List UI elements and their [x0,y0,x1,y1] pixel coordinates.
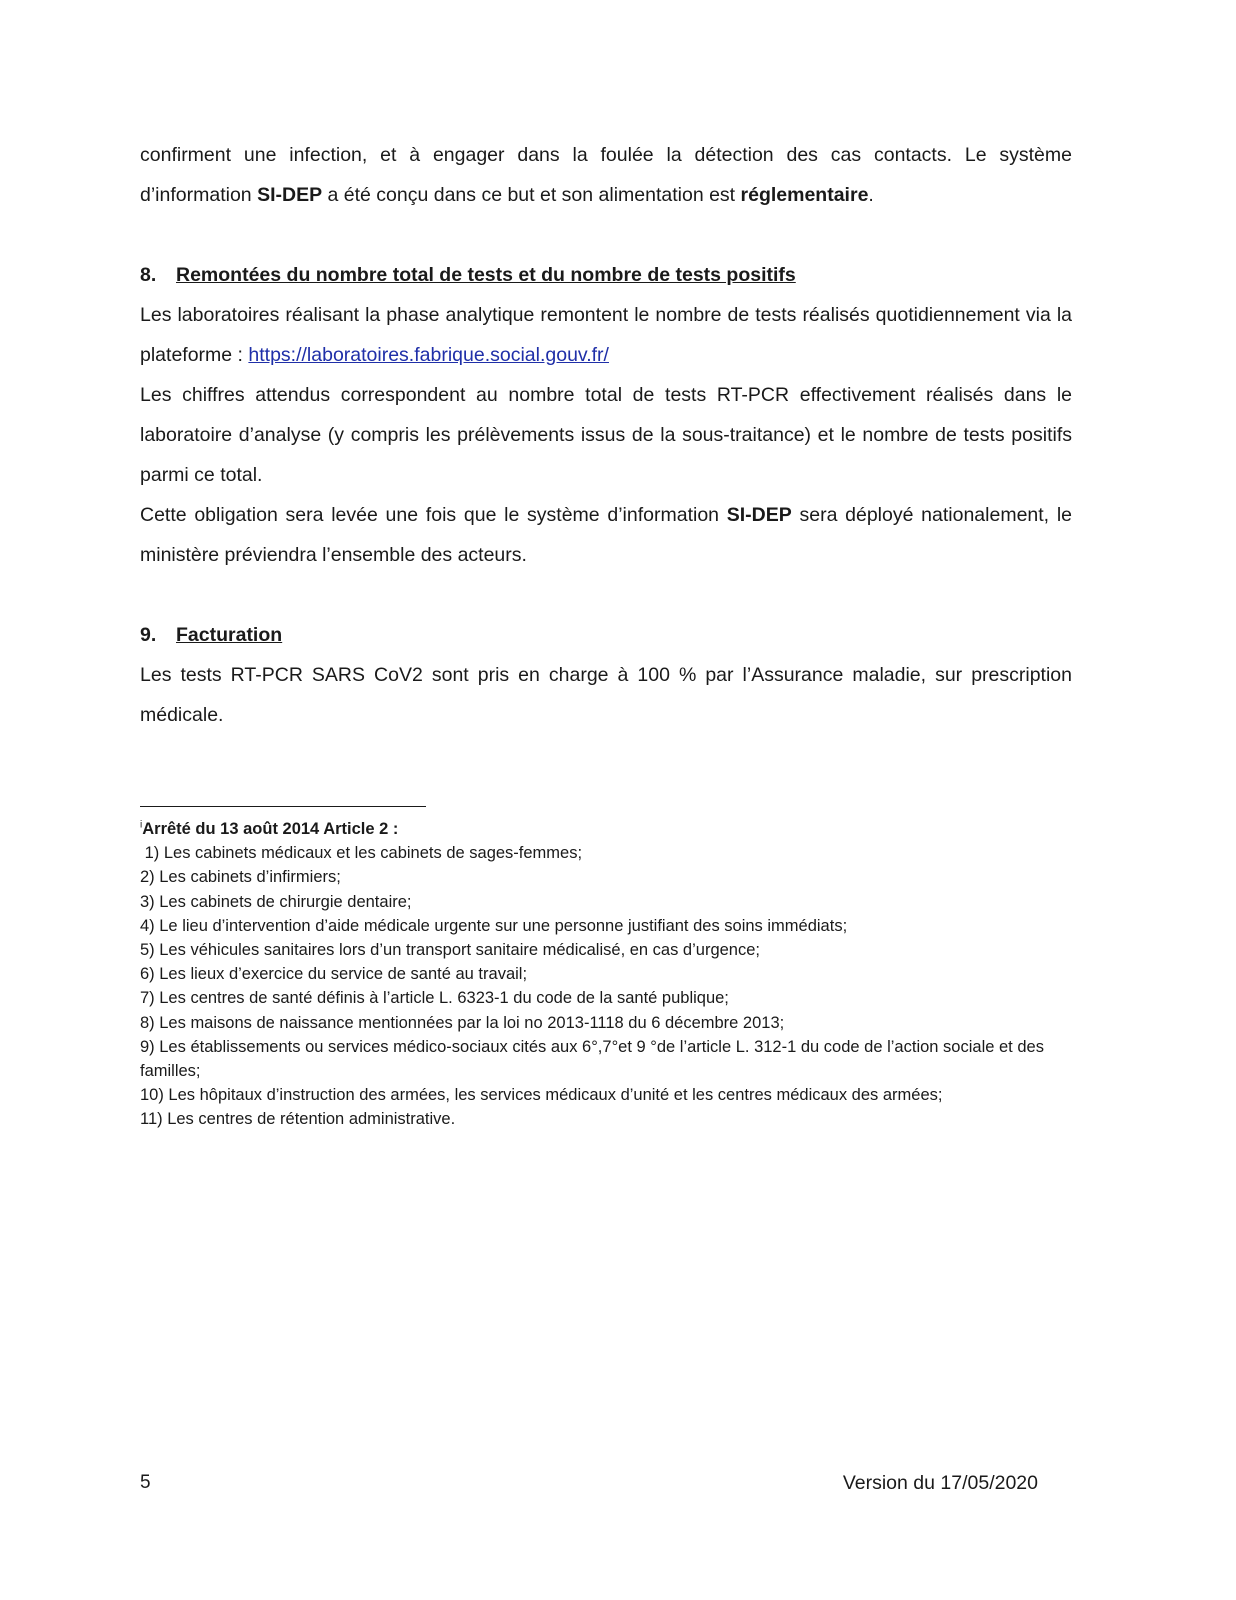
section-9-paragraph-1: Les tests RT-PCR SARS CoV2 sont pris en charge à 100 % par l’Assurance maladie, sur prescription médicale. [140,664,1072,726]
footnote-item: 8) Les maisons de naissance mentionnées par la loi no 2013-1118 du 6 décembre 2013; [140,1013,785,1032]
intro-paragraph [140,135,1072,215]
section-9-heading [140,615,1072,655]
platform-link[interactable]: https://laboratoires.fabrique.social.gouv.fr/ [248,344,609,366]
footnote-item: 9) Les établissements ou services médico-sociaux cités aux 6°,7°et 9 °de l’article L. 312-1 du code de l’action sociale et des familles; [140,1037,1044,1081]
section-9-number: 9. [140,624,157,646]
section-8-para1-text: Les laboratoires réalisant la phase analytique remontent le nombre de tests réalisés quotidiennement via la plateforme : [140,304,1072,366]
footnote-item: 11) Les centres de rétention administrative. [140,1110,456,1129]
footnote-item: 7) Les centres de santé définis à l’article L. 6323-1 du code de la santé publique; [140,989,729,1008]
intro-text-cont: a été conçu dans ce but et son alimentation est [322,184,741,206]
footnote-item: 2) Les cabinets d’infirmiers; [140,868,341,887]
footnote-item: 5) Les véhicules sanitaires lors d’un transport sanitaire médicalisé, en cas d’urgence; [140,941,760,960]
main-body [140,135,1072,735]
intro-text: confirment une infection, et à engager dans la foulée la détection des cas contacts. Le système d’information [140,144,1072,206]
sidep-term: SI-DEP [257,184,323,206]
footnote-item: 4) Le lieu d’intervention d’aide médicale urgente sur une personne justifiant des soins immédiats; [140,916,848,935]
section-8-paragraph-1 [140,295,1072,375]
version-label: Version du 17/05/2020 [842,1472,1038,1494]
page-number: 5 [140,1472,151,1493]
footnote-marker: i [140,819,143,831]
footnote-item: 6) Les lieux d’exercice du service de santé au travail; [140,965,528,984]
section-8-heading [140,255,1072,295]
footnotes [140,817,1080,1132]
section-9-title: Facturation [176,624,283,646]
footnote-title-line [140,817,1080,841]
reglementaire-term: réglementaire [740,184,869,206]
footnote-separator [140,806,426,807]
footnote-item: 1) Les cabinets médicaux et les cabinets de sages-femmes; [140,844,583,863]
footnote-title: Arrêté du 13 août 2014 Article 2 : [142,820,399,838]
section-8-para3-text-cont: sera déployé nationalement, le ministère préviendra l’ensemble des acteurs. [140,504,1072,566]
footnote-item: 10) Les hôpitaux d’instruction des armées, les services médicaux d’unité et les centres médicaux des armées; [140,1086,943,1105]
footnote-item: 3) Les cabinets de chirurgie dentaire; [140,892,412,911]
section-8-number: 8. [140,264,157,286]
section-8-para3-text: Cette obligation sera levée une fois que le système d’information [140,504,727,526]
sidep-term-2: SI-DEP [726,504,792,526]
section-8-title: Remontées du nombre total de tests et du nombre de tests positifs [176,264,796,286]
intro-period: . [868,184,874,206]
section-8-paragraph-2: Les chiffres attendus correspondent au nombre total de tests RT-PCR effectivement réalisés dans le laboratoire d’analyse (y compris les prélèvements issus de la sous-traitance) et le nombre de tests positifs parmi ce total. [140,384,1072,486]
section-8-paragraph-3 [140,495,1072,575]
